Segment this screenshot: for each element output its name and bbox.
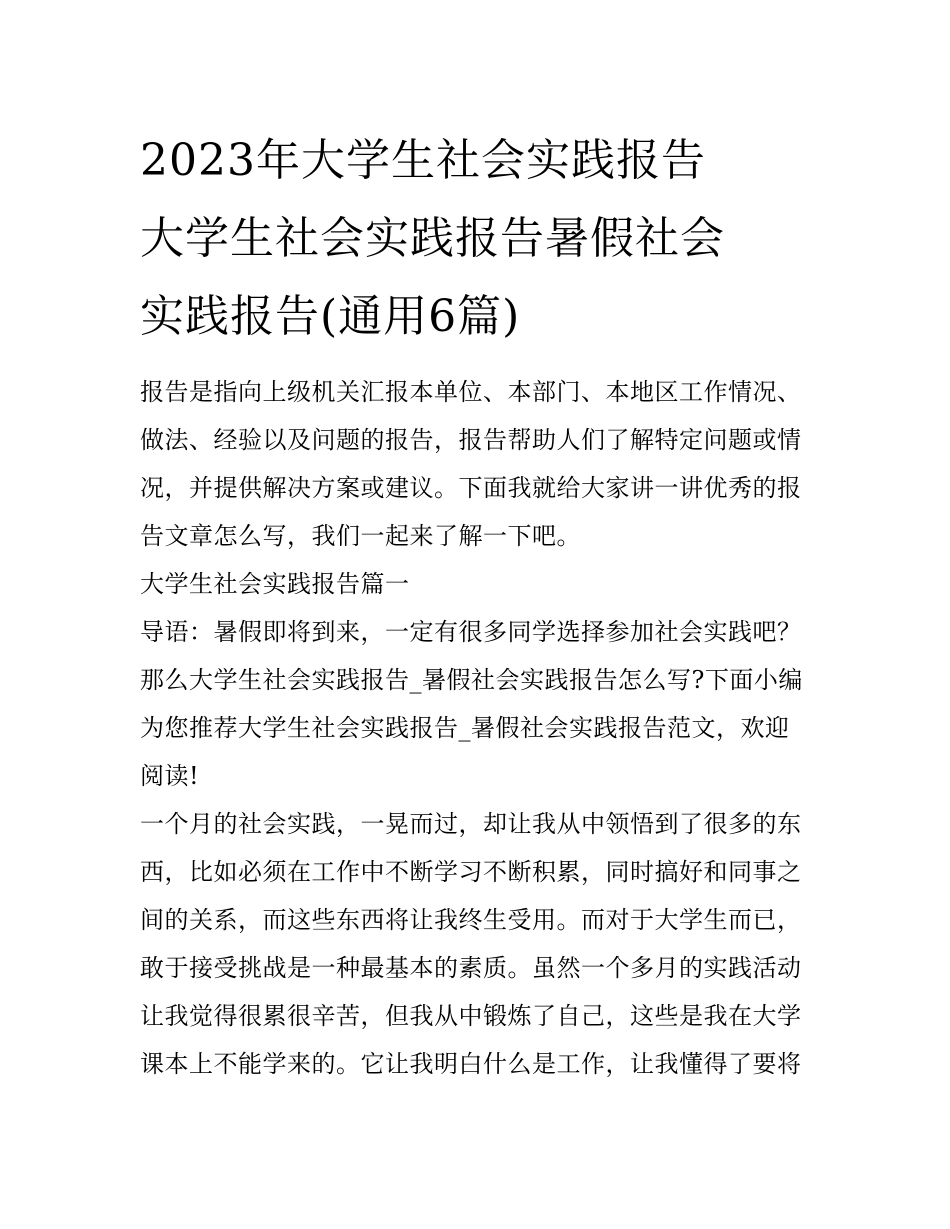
document-title bbox=[140, 122, 812, 356]
text-line: 课本上不能学来的。它让我明白什么是工作，让我懂得了要将 bbox=[140, 1050, 802, 1078]
text-line: 况，并提供解决方案或建议。下面我就给大家讲一讲优秀的报 bbox=[140, 474, 802, 502]
text-line: 让我觉得很累很辛苦，但我从中锻炼了自己，这些是我在大学 bbox=[140, 1002, 802, 1030]
text-line: 阅读! bbox=[140, 762, 200, 790]
document-body bbox=[140, 368, 812, 1088]
text-line: 做法、经验以及问题的报告，报告帮助人们了解特定问题或情 bbox=[140, 426, 802, 454]
intro-paragraph bbox=[140, 368, 812, 560]
text-line: 导语：暑假即将到来，一定有很多同学选择参加社会实践吧？ bbox=[140, 618, 802, 646]
text-line: 间的关系，而这些东西将让我终生受用。而对于大学生而已， bbox=[140, 906, 802, 934]
text-line: 那么大学生社会实践报告_暑假社会实践报告怎么写?下面小编 bbox=[140, 666, 803, 694]
text-line: 西，比如必须在工作中不断学习不断积累，同时搞好和同事之 bbox=[140, 858, 802, 886]
title-line: 2023年大学生社会实践报告 bbox=[140, 135, 706, 186]
text-line: 一个月的社会实践，一晃而过，却让我从中领悟到了很多的东 bbox=[140, 810, 802, 838]
body-paragraph bbox=[140, 800, 812, 1088]
text-line: 敢于接受挑战是一种最基本的素质。虽然一个多月的实践活动 bbox=[140, 954, 802, 982]
section-heading bbox=[140, 560, 812, 608]
text-line: 告文章怎么写，我们一起来了解一下吧。 bbox=[140, 522, 581, 550]
title-line: 大学生社会实践报告暑假社会 bbox=[140, 213, 725, 264]
lead-paragraph bbox=[140, 608, 812, 800]
text-line: 为您推荐大学生社会实践报告_暑假社会实践报告范文，欢迎 bbox=[140, 714, 790, 742]
text-line: 大学生社会实践报告篇一 bbox=[140, 570, 410, 598]
document-content bbox=[140, 122, 812, 1088]
title-line: 实践报告(通用6篇) bbox=[140, 291, 521, 342]
text-line: 报告是指向上级机关汇报本单位、本部门、本地区工作情况、 bbox=[140, 378, 802, 406]
